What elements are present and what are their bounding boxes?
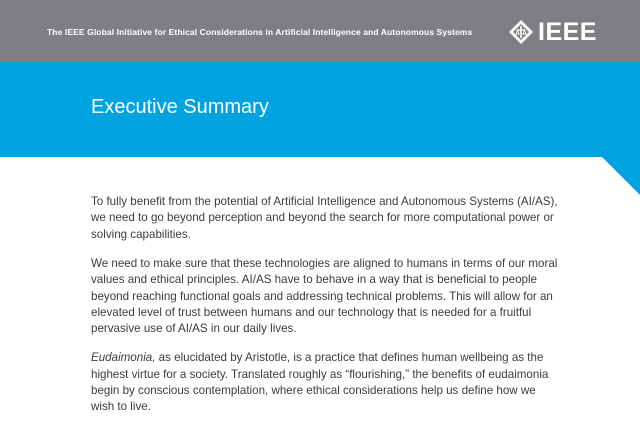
banner-corner-accent xyxy=(602,157,640,195)
page-title: Executive Summary xyxy=(91,96,269,118)
paragraph-3-text: as elucidated by Aristotle, is a practice that defines human wellbeing as the highest virtue for a society. Translated roughly as “flourishing,” the benefits of eudaimonia begin by conscious contemplation, where ethical considerations help us define how we wish to live. xyxy=(91,351,549,414)
eudaimonia-term: Eudaimonia, xyxy=(91,351,156,365)
paragraph-2: We need to make sure that these technologies are aligned to humans in terms of our moral values and ethical principles. AI/AS have to behave in a way that is beneficial to people beyond reaching functional goals and addressing technical problems. This will allow for an elevated level of trust between humans and our technology that is needed for a fruitful pervasive use of AI/AS in our daily lives. xyxy=(91,256,558,336)
header-bar xyxy=(0,0,640,62)
ieee-diamond-icon xyxy=(508,19,534,45)
organization-line: The IEEE Global Initiative for Ethical Considerations in Artificial Intelligence and Autonomous Systems xyxy=(47,27,473,37)
body-content xyxy=(91,194,561,421)
paragraph-1: To fully benefit from the potential of Artificial Intelligence and Autonomous Systems (AI/AS), we need to go beyond perception and beyond the search for more computational power or solving capabilities. xyxy=(91,195,558,241)
ieee-logo-text: IEEE xyxy=(538,18,597,46)
paragraph-3 xyxy=(91,350,561,416)
ieee-logo xyxy=(508,18,597,46)
